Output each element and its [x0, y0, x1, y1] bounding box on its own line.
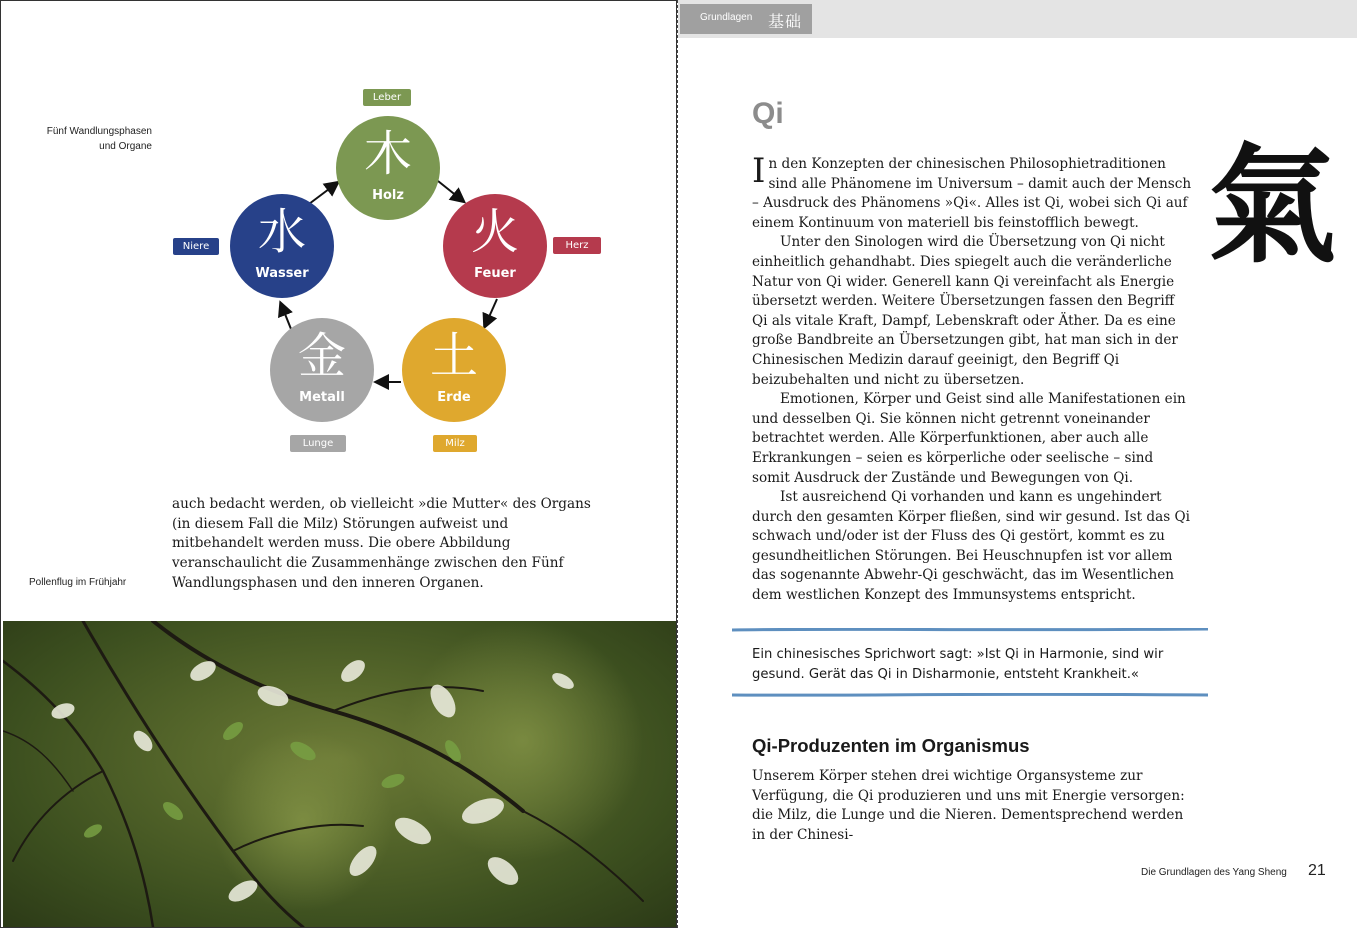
footer-label: Die Grundlagen des Yang Sheng	[1141, 867, 1287, 878]
element-wasser-glyph: 水	[257, 204, 306, 260]
section-title: Qi	[752, 97, 784, 130]
left-body-text: auch bedacht werden, ob vielleicht »die Mutter« des Organs (in diesem Fall die Milz) Störungen aufweist und mitbehandelt werden muss. Die obere Abbildung veranschaulicht die Zusammenhänge zwischen den Fünf Wandlungsphasen und den inneren Organen.	[172, 496, 591, 591]
page-number: 21	[1308, 862, 1326, 879]
element-feuer-glyph: 火	[470, 204, 519, 260]
body-text-qi	[752, 151, 1192, 606]
element-feuer-label: Feuer	[474, 266, 516, 281]
drop-cap: I	[752, 151, 766, 191]
arrow-wasser-holz	[309, 183, 337, 204]
right-page	[677, 0, 1357, 928]
paragraph-4: Ist ausreichend Qi vorhanden und kann es ungehindert durch den gesamten Körper fließen, sind wir gesund. Ist das Qi schwach und/oder ist der Fluss des Qi gestört, kommt es zu gesundheitlichen Störungen. Bei Heuschnupfen ist vor allem das sogenannte Abwehr-Qi geschwächt, das im Wesentlichen dem westlichen Konzept des Immunsystems entspricht.	[752, 489, 1190, 604]
paragraph-2: Unter den Sinologen wird die Übersetzung von Qi nicht einheitlich gehandhabt. Dies spiegelt auch die veränderliche Natur von Qi wider. Generell kann Qi vereinfacht als Energie übersetzt werden. Weitere Übersetzungen fassen den Begriff Qi als vitale Kraft, Dampf, Lebenskraft oder Äther. Da es eine große Bandbreite an Übersetzungen gibt, hat man sich in der Chinesischen Medizin darauf geeinigt, den Begriff Qi beizubehalten und nicht zu übersetzen.	[752, 234, 1178, 388]
element-metall-glyph: 金	[297, 328, 346, 384]
diagram-caption-line2: und Organe	[99, 141, 152, 152]
element-holz-glyph: 木	[363, 126, 412, 182]
element-wasser-label: Wasser	[255, 266, 309, 281]
quote-top-rule	[732, 628, 1208, 632]
photo-willow-branch	[3, 621, 677, 927]
organ-tag-lunge: Lunge	[290, 435, 346, 452]
photo-illustration	[3, 621, 677, 927]
arrow-feuer-erde	[485, 299, 497, 326]
element-feuer	[443, 194, 547, 298]
paragraph-1-text: n den Konzepten der chinesischen Philosophietraditionen sind alle Phänomene im Universum – damit auch der Mensch – Ausdruck des Phänomens »Qi«. Alles ist Qi, wobei sich Qi auf einem Kontinuum von materiell bis feinstofflich bewegt.	[752, 156, 1192, 231]
calligraphy-qi-glyph	[1206, 120, 1341, 280]
element-holz-label: Holz	[372, 188, 404, 203]
sub-paragraph: Unserem Körper stehen drei wichtige Organsysteme zur Verfügung, die Qi produzieren und uns mit Energie versorgen: die Milz, die Lunge und die Nieren. Dementsprechend werden in der Chinesi-	[752, 768, 1185, 843]
photo-caption: Pollenflug im Frühjahr	[29, 577, 127, 588]
arrow-holz-feuer	[438, 181, 463, 201]
calligraphy-qi-char: 氣	[1207, 131, 1337, 280]
proverb-quote: Ein chinesisches Sprichwort sagt: »Ist Qi in Harmonie, sind wir gesund. Gerät das Qi in Disharmonie, entsteht Krankheit.«	[752, 647, 1164, 682]
header-tab	[680, 4, 812, 34]
quote-bottom-rule	[732, 693, 1208, 697]
organ-tag-herz: Herz	[553, 237, 601, 254]
header-chinese-chars: 基础	[768, 12, 803, 31]
paragraph-3: Emotionen, Körper und Geist sind alle Manifestationen ein und desselben Qi. Sie können nicht getrennt voneinander betrachtet werden. Alle Körperfunktionen, aber auch alle Erkrankungen – seien es körperliche oder seelische – sind somit Ausdruck der Zustände und Bewegungen von Qi.	[752, 391, 1186, 486]
paragraph-1	[752, 151, 1192, 233]
element-erde-label: Erde	[437, 390, 471, 405]
arrow-metall-wasser	[281, 304, 291, 329]
organ-tag-niere: Niere	[173, 238, 219, 255]
element-erde	[402, 318, 506, 422]
header-bar	[678, 0, 1357, 38]
organ-tag-milz: Milz	[433, 435, 477, 452]
element-erde-glyph: 土	[429, 328, 478, 384]
diagram-caption-line1: Fünf Wandlungsphasen	[46, 126, 152, 137]
element-metall	[270, 318, 374, 422]
organ-tag-leber: Leber	[363, 89, 411, 106]
element-holz	[336, 116, 440, 220]
element-wasser	[230, 194, 334, 298]
header-label: Grundlagen	[700, 12, 753, 23]
element-metall-label: Metall	[299, 390, 345, 405]
left-page	[0, 0, 677, 928]
subheading: Qi-Produzenten im Organismus	[752, 735, 1030, 756]
